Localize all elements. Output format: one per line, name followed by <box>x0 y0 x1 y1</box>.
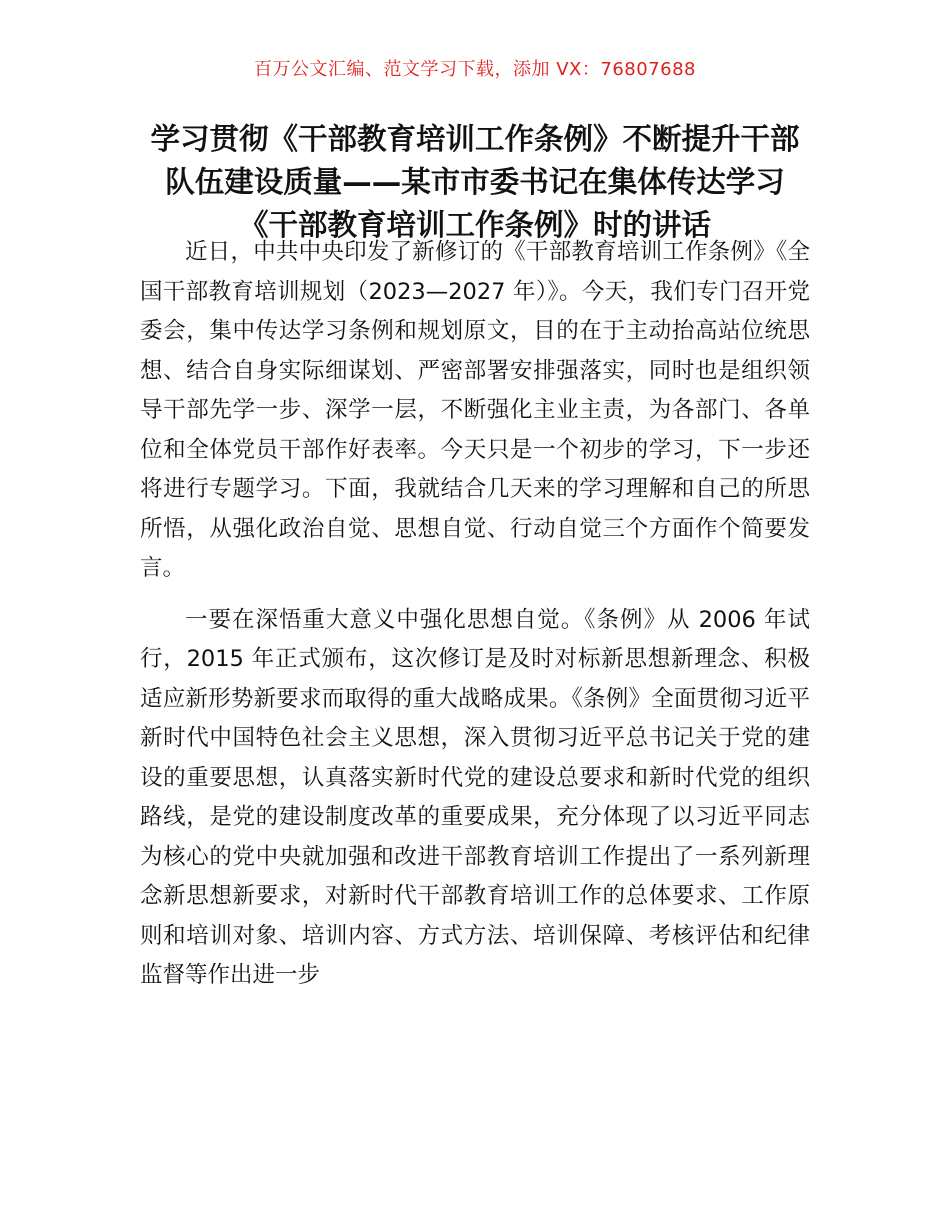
document-body <box>140 233 810 996</box>
document-title: 学习贯彻《干部教育培训工作条例》不断提升干部队伍建设质量——某市市委书记在集体传达学习《干部教育培训工作条例》时的讲话 <box>150 122 800 242</box>
body-paragraph-1: 近日，中共中央印发了新修订的《干部教育培训工作条例》《全国干部教育培训规划（2023—2027 年）》。今天，我们专门召开党委会，集中传达学习条例和规划原文，目的在于主动抬高站位统思想、结合自身实际细谋划、严密部署安排强落实，同时也是组织领导干部先学一步、深学一层，不断强化主业主责，为各部门、各单位和全体党员干部作好表率。今天只是一个初步的学习，下一步还将进行专题学习。下面，我就结合几天来的学习理解和自己的所思所悟，从强化政治自觉、思想自觉、行动自觉三个方面作个简要发言。 <box>140 239 810 581</box>
body-paragraph-2: 一要在深悟重大意义中强化思想自觉。《条例》从 2006 年试行，2015 年正式颁布，这次修订是及时对标新思想新理念、积极适应新形势新要求而取得的重大战略成果。《条例》全面贯彻习近平新时代中国特色社会主义思想，深入贯彻习近平总书记关于党的建设的重要思想，认真落实新时代党的建设总要求和新时代党的组织路线，是党的建设制度改革的重要成果，充分体现了以习近平同志为核心的党中央就加强和改进干部教育培训工作提出了一系列新理念新思想新要求，对新时代干部教育培训工作的总体要求、工作原则和培训对象、培训内容、方式方法、培训保障、考核评估和纪律监督等作出进一步 <box>140 606 810 988</box>
header-watermark-note: 百万公文汇编、范文学习下载，添加 VX：76807688 <box>254 59 696 80</box>
